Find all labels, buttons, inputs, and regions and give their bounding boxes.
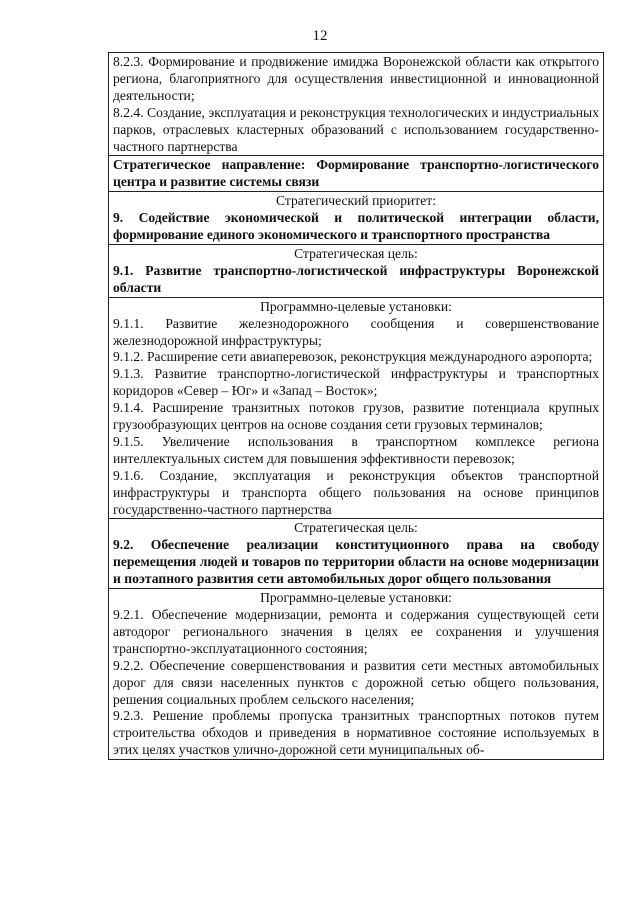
strategic-goal-heading: Стратегическая цель: xyxy=(294,520,418,536)
target-item-9-1-1: 9.1.1. Развитие железнодорожного сообщения и совершенствование железнодорожной инфраструктуры; xyxy=(113,315,599,348)
target-item-9-1-6: 9.1.6. Создание, эксплуатация и реконструкция объектов транспортной инфраструктуры и транспорта общего пользования на основе принципов государственно-частного партнерства xyxy=(113,467,599,517)
target-item-9-2-1: 9.2.1. Обеспечение модернизации, ремонта и содержания существующей сети автодорог регионального значения в целях ее сохранения и улучшения транспортно-эксплуатационного состояния; xyxy=(113,607,599,656)
target-item-9-1-2: 9.1.2. Расширение сети авиаперевозок, реконструкция международного аэропорта; xyxy=(113,349,593,365)
program-targets-heading: Программно-целевые установки: xyxy=(260,298,452,314)
target-item-9-2-3: 9.2.3. Решение проблемы пропуска транзитных транспортных потоков путем строительства обходов и приведения в нормативное состояние используемых в этих целях участков улично-дорожной сети муниципальных об- xyxy=(113,708,599,758)
target-item-9-1-4: 9.1.4. Расширение транзитных потоков грузов, развитие потенциала крупных грузообразующих центров на основе создания сети грузовых терминалов; xyxy=(113,400,599,433)
strategic-goal-9-2-text: 9.2. Обеспечение реализации конституционного права на свободу перемещения людей и товаров по территории области на основе модернизации и поэтапного развития сети автомобильных дорог общего пользования xyxy=(113,537,599,587)
objective-item-8-2-4: 8.2.4. Создание, эксплуатация и реконструкция технологических и индустриальных парков, отраслевых кластерных образований с использованием государственно-частного партнерства xyxy=(113,104,599,154)
table-cell-program-targets-9-1 xyxy=(109,298,603,520)
table-cell-program-targets-9-2 xyxy=(109,589,603,759)
table-cell-strategic-direction xyxy=(109,156,603,192)
target-item-9-2-2: 9.2.2. Обеспечение совершенствования и развития сети местных автомобильных дорог для связи населенных пунктов с дорожной сетью общего пользования, решения социальных проблем сельского населения; xyxy=(113,657,599,707)
table-cell-objectives-8-2 xyxy=(109,53,603,156)
strategic-priority-heading: Стратегический приоритет: xyxy=(276,193,436,209)
target-item-9-1-3: 9.1.3. Развитие транспортно-логистической инфраструктуры и транспортных коридоров «Север – Юг» и «Запад – Восток»; xyxy=(113,366,599,399)
strategic-goal-heading: Стратегическая цель: xyxy=(294,245,418,261)
target-item-9-1-5: 9.1.5. Увеличение использования в транспортном комплексе региона интеллектуальных систем для повышения эффективности перевозок; xyxy=(113,433,599,466)
strategic-goal-9-1-text: 9.1. Развитие транспортно-логистической инфраструктуры Воронежской области xyxy=(113,262,599,295)
table-cell-strategic-goal-9-2 xyxy=(109,519,603,589)
objective-item-8-2-3: 8.2.3. Формирование и продвижение имиджа Воронежской области как открытого региона, благоприятного для осуществления инвестиционной и инновационной деятельности; xyxy=(113,54,599,103)
strategic-priority-text: 9. Содействие экономической и политической интеграции области, формирование единого экономического и транспортного пространства xyxy=(113,210,599,243)
program-targets-heading: Программно-целевые установки: xyxy=(260,590,452,606)
strategy-table xyxy=(108,52,604,760)
strategic-direction-text: Стратегическое направление: Формирование транспортно-логистического центра и развитие системы связи xyxy=(113,157,599,190)
page-number: 12 xyxy=(312,28,328,44)
table-cell-strategic-goal-9-1 xyxy=(109,245,603,298)
table-cell-strategic-priority xyxy=(109,192,603,245)
